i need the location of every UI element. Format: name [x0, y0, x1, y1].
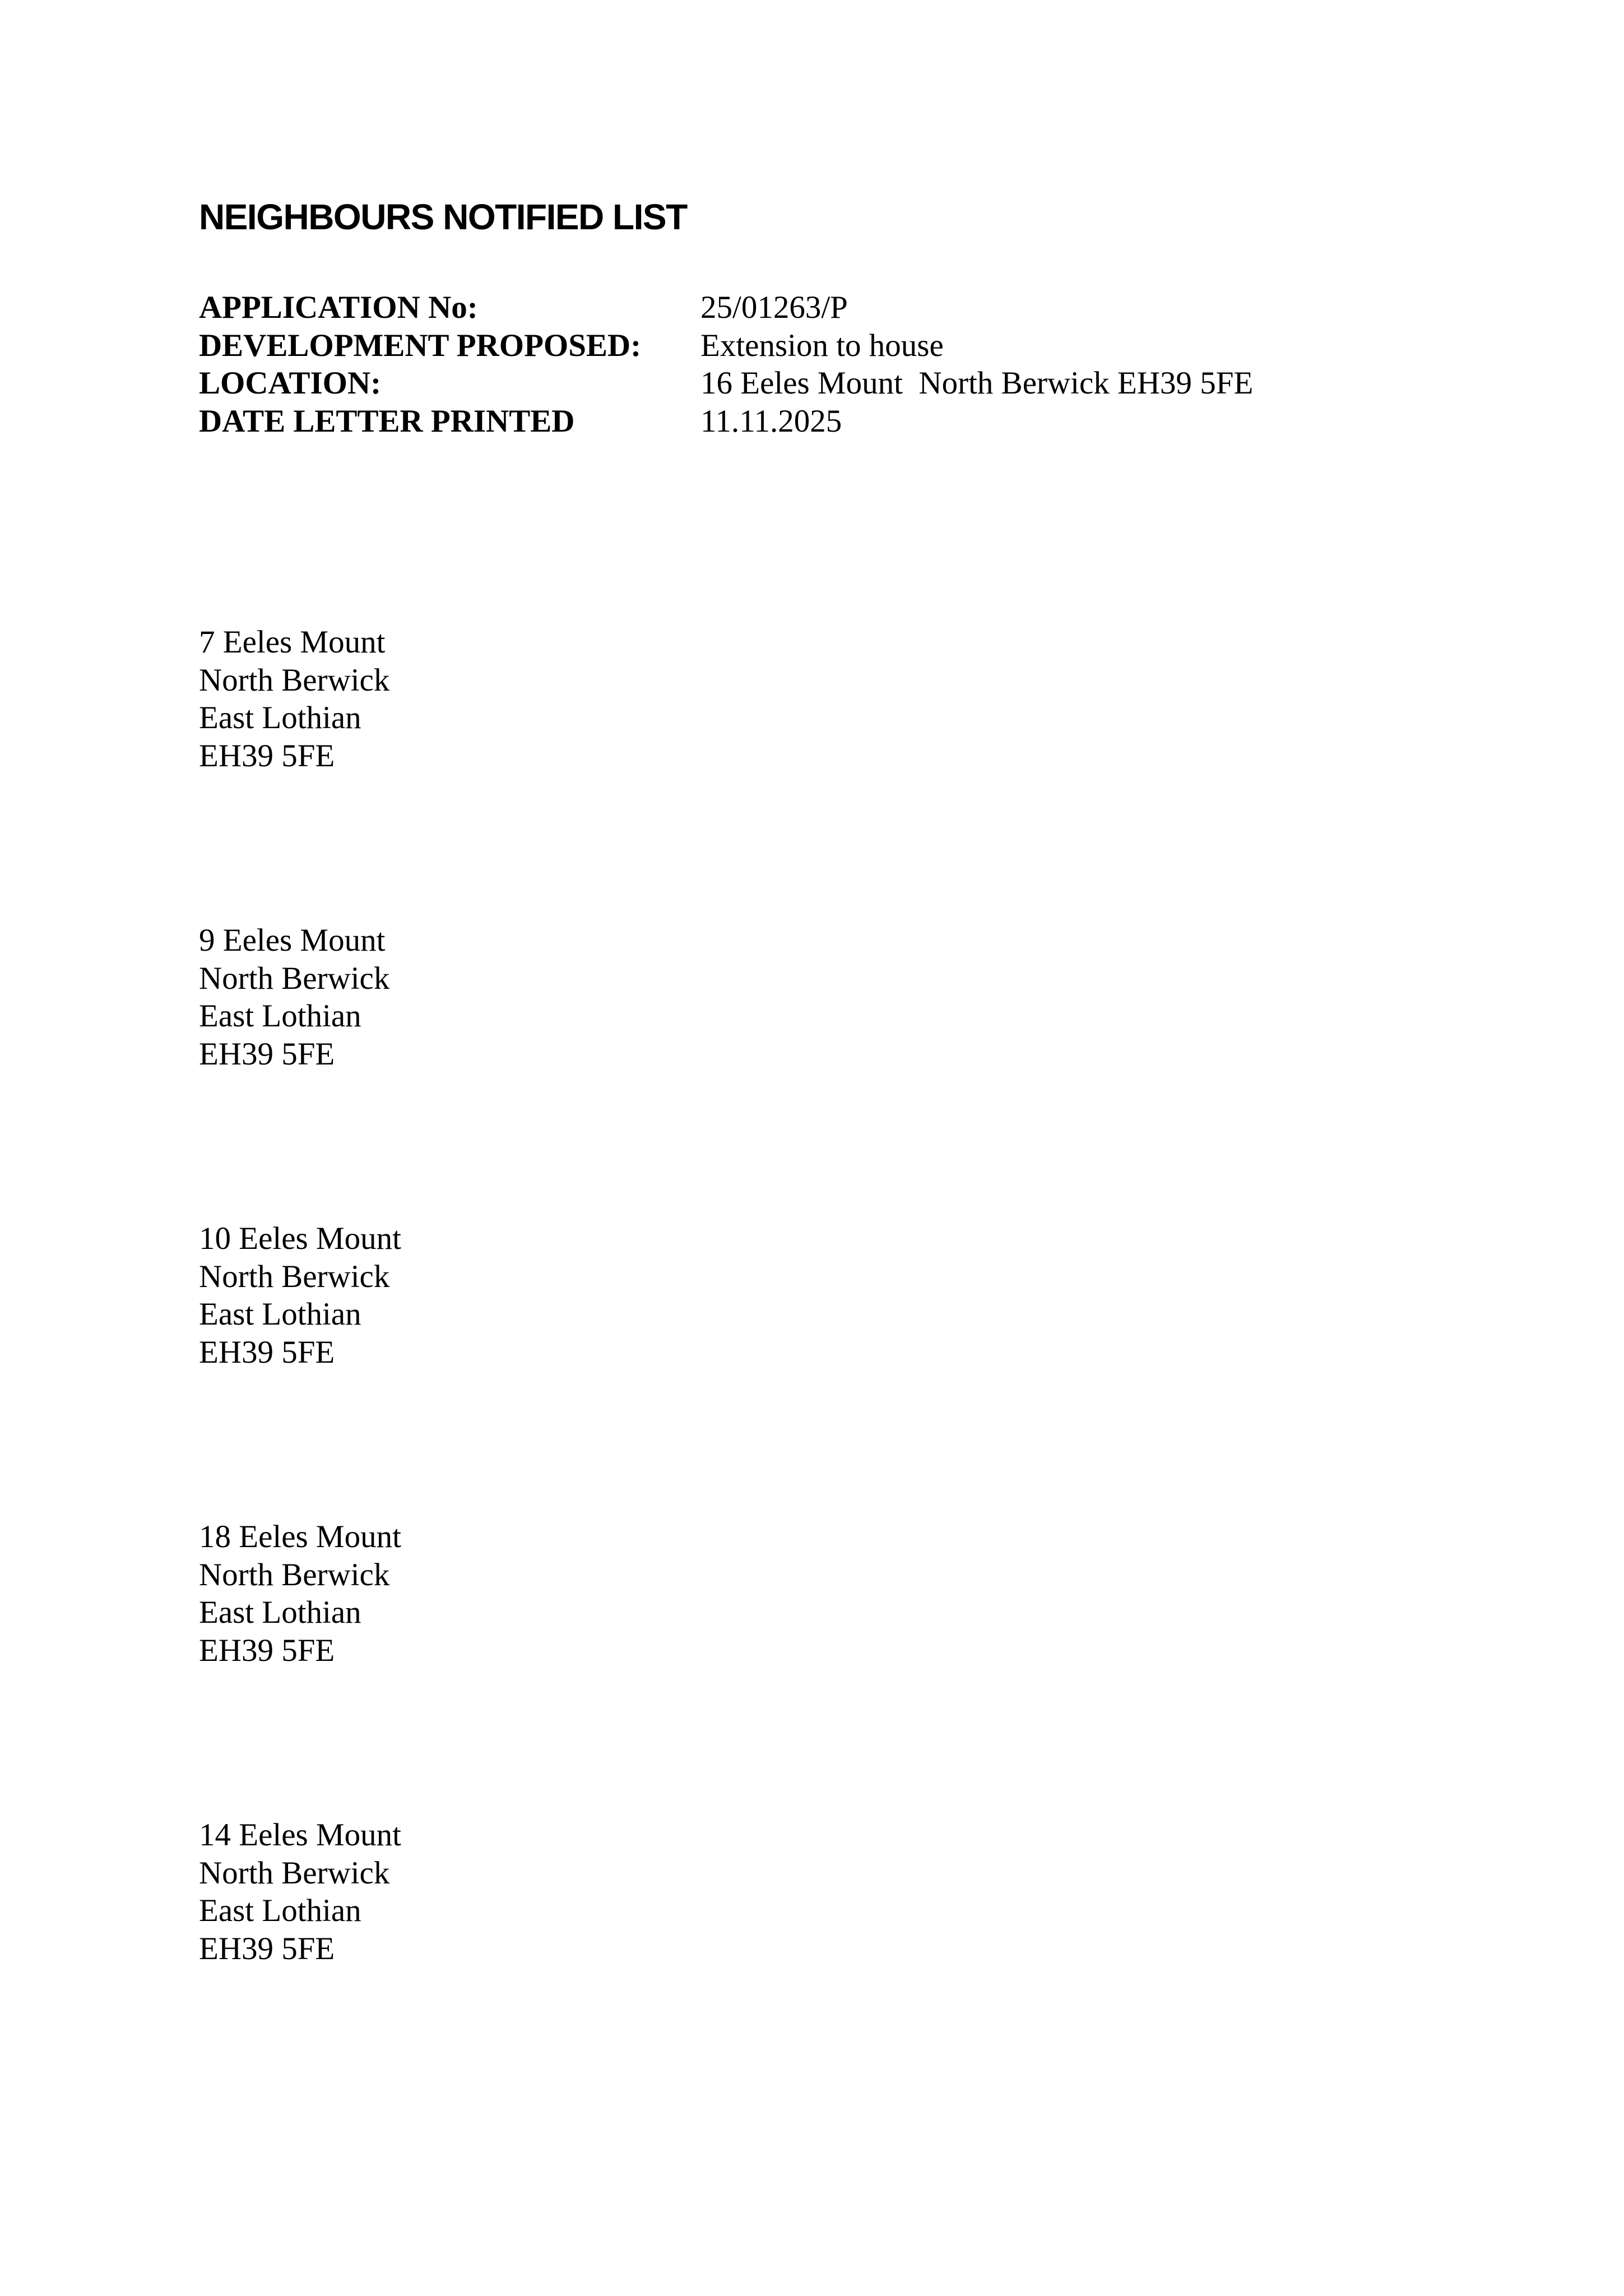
address-street: 10 Eeles Mount: [199, 1221, 401, 1256]
address-street: 7 Eeles Mount: [199, 624, 386, 660]
address-town: North Berwick: [199, 960, 390, 996]
address-block: [199, 1220, 401, 1371]
address-region: East Lothian: [199, 700, 361, 735]
address-town: North Berwick: [199, 1258, 390, 1294]
address-region: East Lothian: [199, 1893, 361, 1928]
address-street: 9 Eeles Mount: [199, 923, 386, 958]
development-proposed-value: Extension to house: [700, 327, 944, 363]
address-town: North Berwick: [199, 1557, 390, 1593]
location-row: [199, 364, 1253, 402]
address-town: North Berwick: [199, 662, 390, 698]
development-proposed-row: [199, 327, 1253, 365]
address-postcode: EH39 5FE: [199, 1931, 335, 1966]
address-postcode: EH39 5FE: [199, 1632, 335, 1668]
application-details: [199, 289, 1253, 440]
address-postcode: EH39 5FE: [199, 738, 335, 774]
address-street: 14 Eeles Mount: [199, 1817, 401, 1853]
application-number-value: 25/01263/P: [700, 290, 848, 325]
application-number-label: APPLICATION No:: [199, 290, 478, 325]
address-block: [199, 1518, 401, 1669]
address-region: East Lothian: [199, 1595, 361, 1630]
application-number-row: [199, 289, 1253, 327]
address-region: East Lothian: [199, 998, 361, 1034]
development-proposed-label: DEVELOPMENT PROPOSED:: [199, 327, 642, 363]
date-letter-printed-row: [199, 402, 1253, 441]
date-letter-printed-label: DATE LETTER PRINTED: [199, 403, 575, 439]
location-label: LOCATION:: [199, 365, 382, 401]
date-letter-printed-value: 11.11.2025: [700, 403, 842, 439]
location-value: 16 Eeles Mount North Berwick EH39 5FE: [700, 365, 1254, 401]
address-postcode: EH39 5FE: [199, 1036, 335, 1072]
address-postcode: EH39 5FE: [199, 1334, 335, 1370]
address-town: North Berwick: [199, 1855, 390, 1891]
address-street: 18 Eeles Mount: [199, 1519, 401, 1554]
document-title: NEIGHBOURS NOTIFIED LIST: [199, 197, 687, 237]
address-block: [199, 922, 389, 1073]
address-region: East Lothian: [199, 1297, 361, 1332]
address-block: [199, 1816, 401, 1968]
address-block: [199, 623, 389, 775]
